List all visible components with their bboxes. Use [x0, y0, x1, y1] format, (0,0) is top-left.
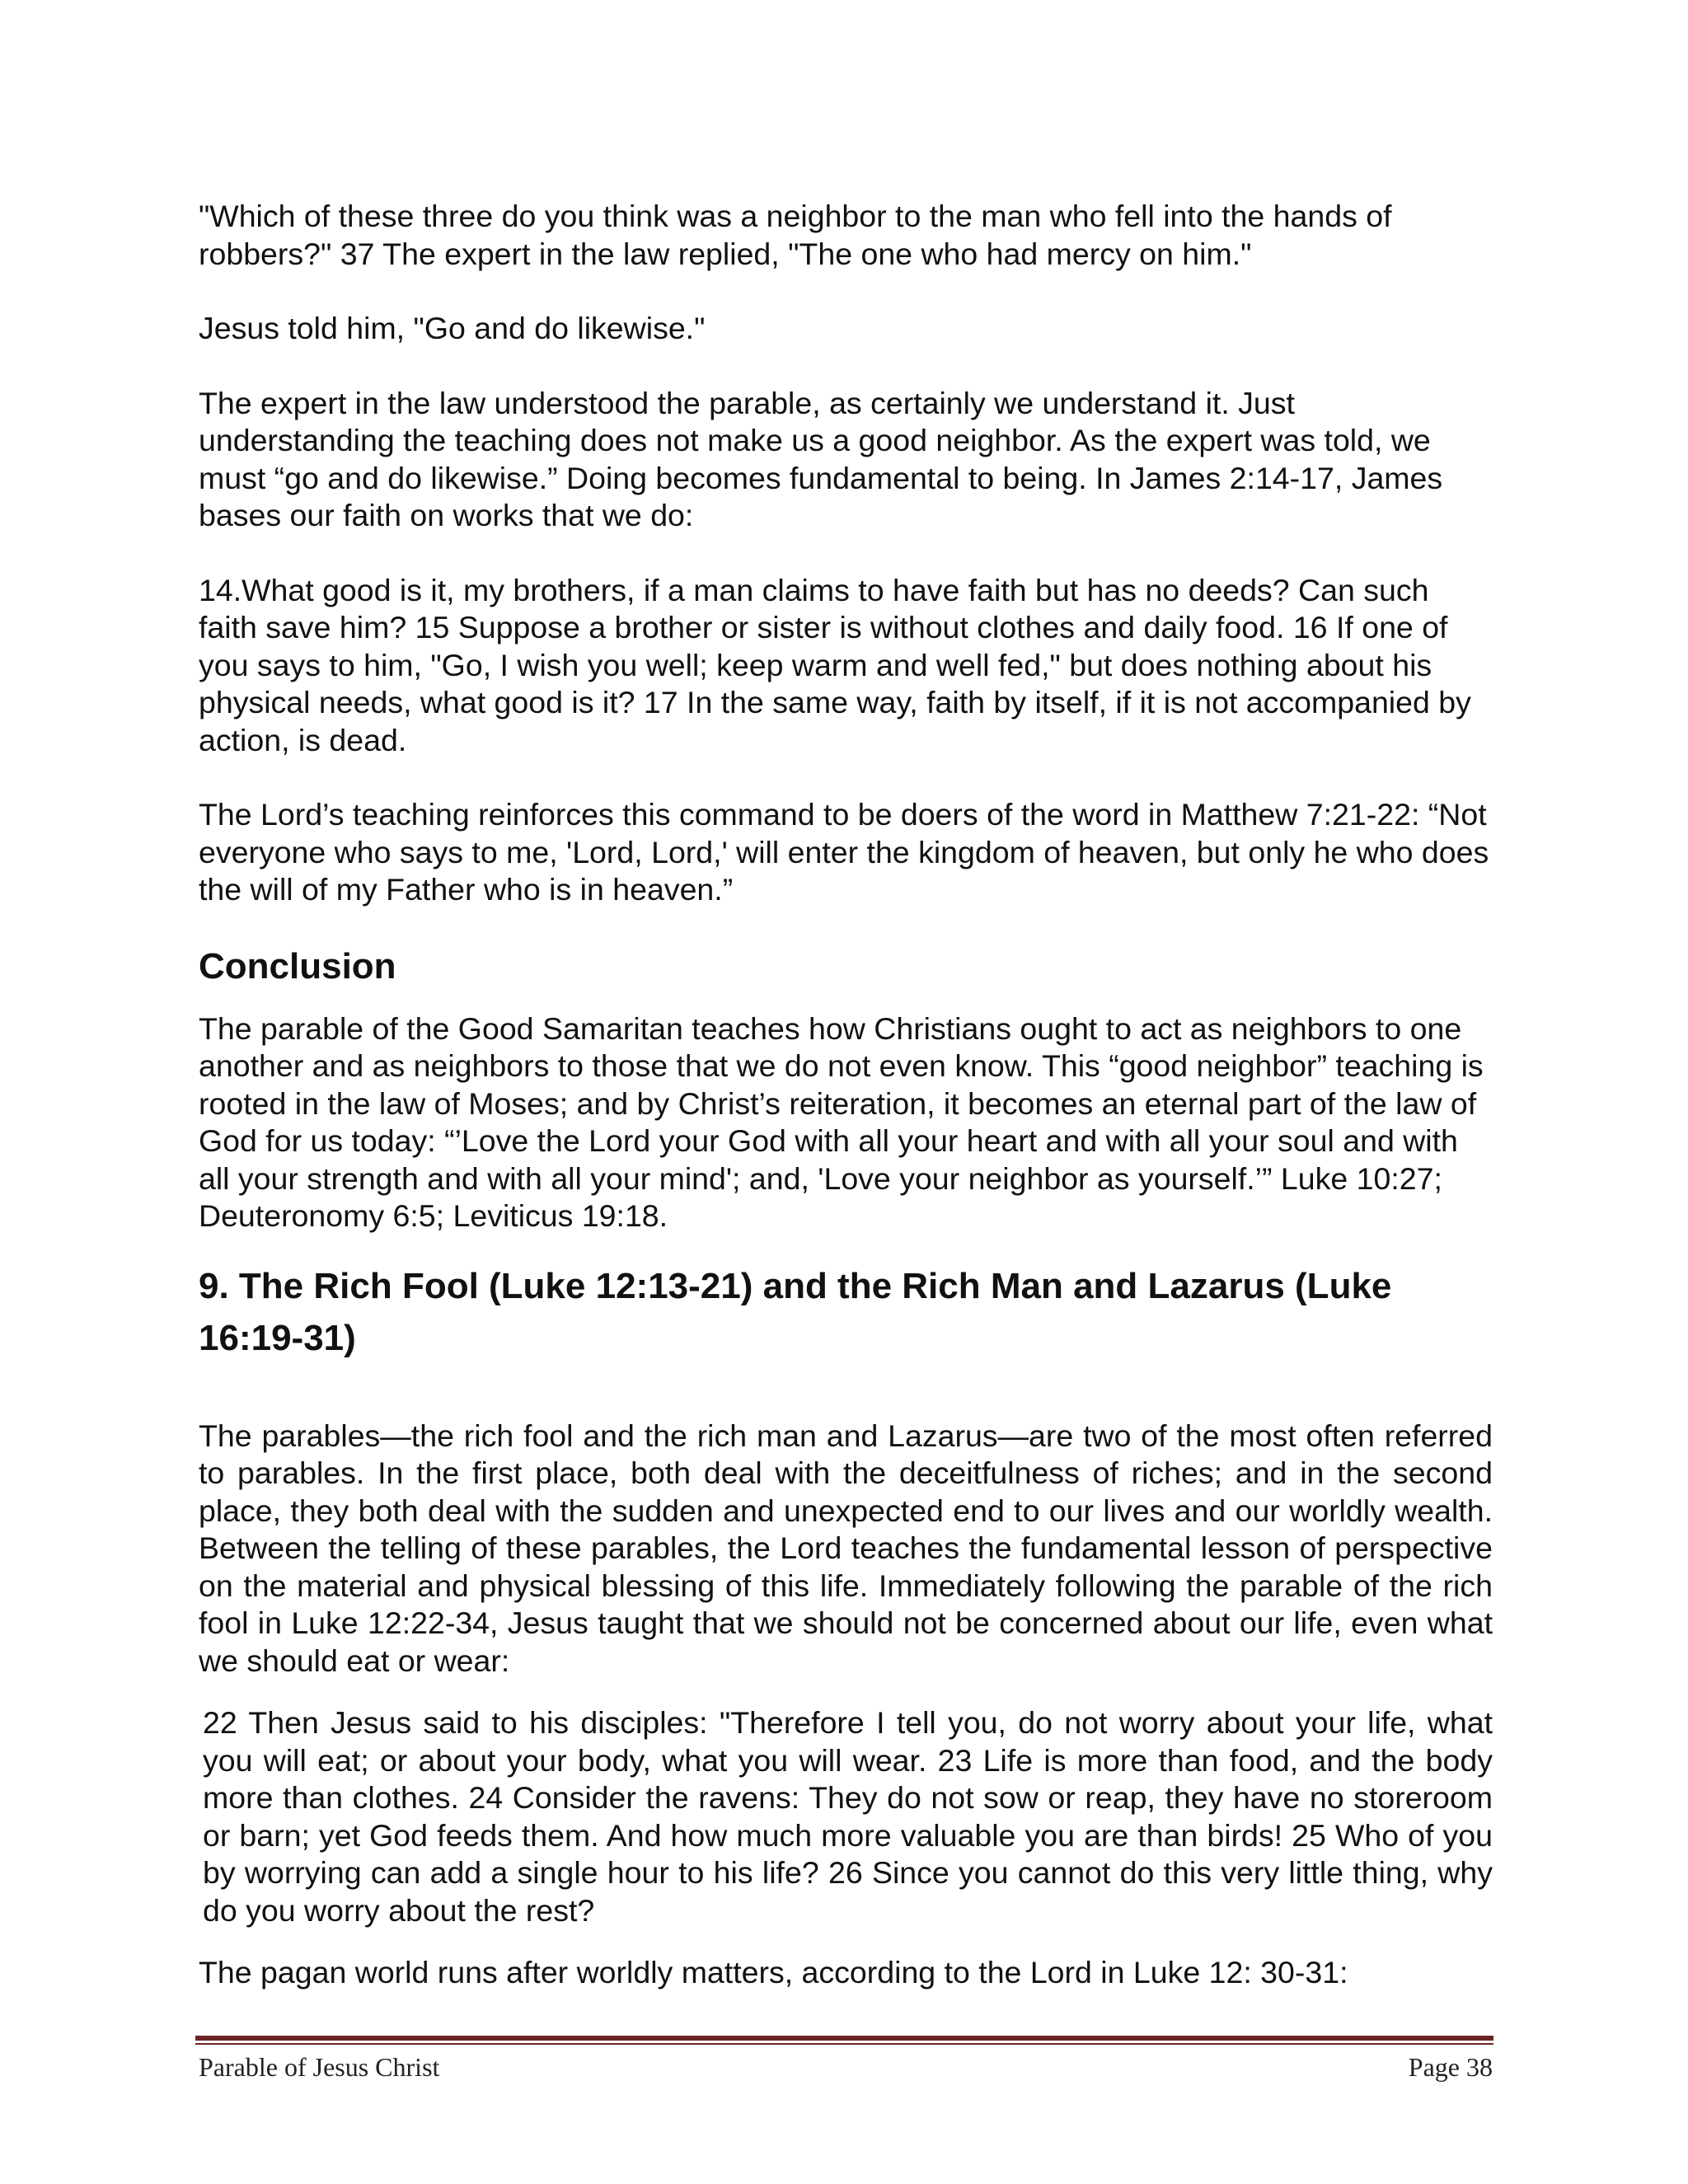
paragraph-luke-quote: 22 Then Jesus said to his disciples: "Therefore I tell you, do not worry about your life, what you will eat; or about your body, what you will wear. 23 Life is more than food, and the body more than clothes. 24 Consider the ravens: They do not sow or reap, they have no storeroom or barn; yet God feeds them. And how much more valuable you are than birds! 25 Who of you by worrying can add a single hour to his life? 26 Since you cannot do this very little thing, why do you worry about the rest?	[203, 1705, 1493, 1928]
footer-rule	[195, 2036, 1493, 2041]
footer-rule-thin	[195, 2043, 1493, 2045]
paragraph-rich-fool-intro: The parables—the rich fool and the rich man and Lazarus—are two of the most often referred to parables. In the first place, both deal with the deceitfulness of riches; and in the second place, they both deal with the sudden and unexpected end to our lives and our worldly wealth. Between the telling of these parables, the Lord teaches the fundamental lesson of perspective on the material and physical blessing of this life. Immediately following the parable of the rich fool in Luke 12:22-34, Jesus taught that we should not be concerned about our life, even what we should eat or wear:	[199, 1418, 1493, 1678]
page-footer	[199, 2050, 1493, 2083]
paragraph-go-and-do: Jesus told him, "Go and do likewise."	[199, 311, 706, 345]
paragraph-conclusion: The parable of the Good Samaritan teaches how Christians ought to act as neighbors to one another and as neighbors to those that we do not even know. This “good neighbor” teaching is rooted in the law of Moses; and by Christ’s reiteration, it becomes an eternal part of the law of God for us today: “’Love the Lord your God with all your heart and with all your soul and with all your strength and with all your mind'; and, 'Love your neighbor as yourself.’” Luke 10:27; Deuteronomy 6:5; Leviticus 19:18.	[199, 1010, 1484, 1233]
paragraph-expert-understood: The expert in the law understood the parable, as certainly we understand it. Just understanding the teaching does not make us a good neighbor. As the expert was told, we must “go and do likewise.” Doing becomes fundamental to being. In James 2:14-17, James bases our faith on works that we do:	[199, 385, 1443, 532]
footer-book-title: Parable of Jesus Christ	[199, 2052, 440, 2082]
paragraph-lords-teaching: The Lord’s teaching reinforces this command to be doers of the word in Matthew 7:21-22: “Not everyone who says to me, 'Lord, Lord,' will enter the kingdom of heaven, but only he who does the will of my Father who is in heaven.”	[199, 797, 1489, 907]
paragraph-james-quote: 14.What good is it, my brothers, if a man claims to have faith but has no deeds? Can such faith save him? 15 Suppose a brother or sister is without clothes and daily food. 16 If one of you says to him, "Go, I wish you well; keep warm and well fed," but does nothing about his physical needs, what good is it? 17 In the same way, faith by itself, if it is not accompanied by action, is dead.	[199, 572, 1471, 757]
footer-page-number: Page 38	[1408, 2052, 1493, 2082]
chapter-heading: 9. The Rich Fool (Luke 12:13-21) and the Rich Man and Lazarus (Luke 16:19-31)	[199, 1265, 1392, 1358]
paragraph-neighbor-question: "Which of these three do you think was a neighbor to the man who fell into the hands of robbers?" 37 The expert in the law replied, "The one who had mercy on him."	[199, 199, 1392, 271]
page-body	[199, 198, 1493, 1992]
conclusion-heading: Conclusion	[199, 945, 396, 987]
paragraph-pagan-world: The pagan world runs after worldly matters, according to the Lord in Luke 12: 30-31:	[199, 1955, 1348, 1990]
